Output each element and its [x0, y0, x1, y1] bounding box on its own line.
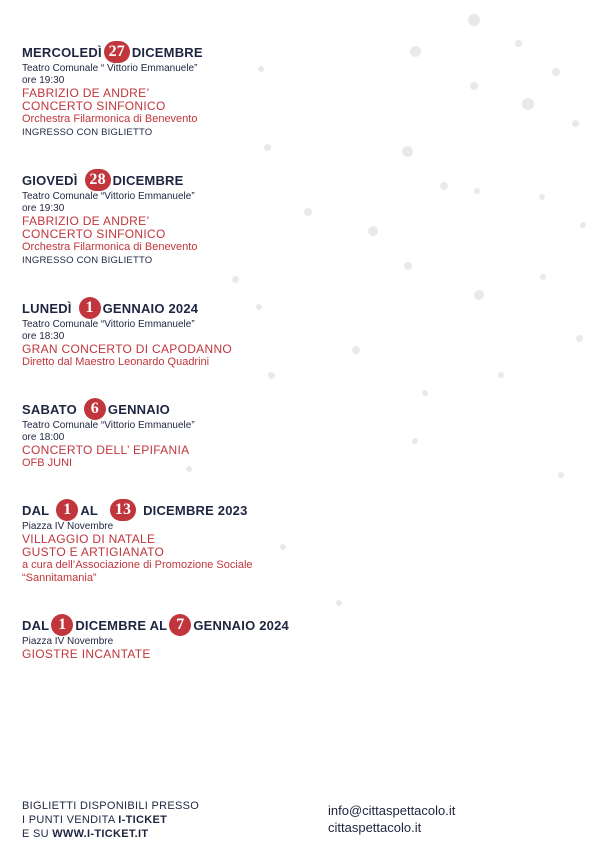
- event-title: FABRIZIO DE ANDRE’: [22, 214, 150, 228]
- date-connector: DICEMBRE AL: [75, 617, 168, 633]
- iticket-website-link[interactable]: WWW.I-TICKET.IT: [52, 828, 149, 840]
- event-venue: Piazza IV Novembre: [22, 521, 114, 532]
- date-day-badge: 1: [79, 297, 101, 319]
- event-venue: Teatro Comunale “Vittorio Emmanuele”: [22, 191, 195, 202]
- event-subtitle: OFB JUNI: [22, 457, 73, 469]
- date-day-badge: 27: [104, 41, 130, 63]
- date-month: DICEMBRE 2023: [143, 502, 248, 518]
- event-date: [22, 297, 582, 319]
- event-title: GIOSTRE INCANTATE: [22, 647, 151, 661]
- date-day-badge: 28: [85, 169, 111, 191]
- event-time: ore 19:30: [22, 75, 65, 86]
- date-weekday: MERCOLEDÌ: [22, 44, 102, 60]
- event-date: [22, 398, 582, 420]
- contact-email-link[interactable]: info@cittaspettacolo.it: [328, 803, 456, 818]
- date-weekday: GIOVEDÌ: [22, 172, 78, 188]
- event-venue: Teatro Comunale “Vittorio Emmanuele”: [22, 319, 195, 330]
- event-title: CONCERTO DELL’ EPIFANIA: [22, 443, 190, 457]
- date-weekday: SABATO: [22, 401, 77, 417]
- event-time: ore 18:00: [22, 432, 65, 443]
- event-5: [22, 499, 582, 585]
- date-day-badge: 1: [56, 499, 78, 521]
- event-venue: Teatro Comunale “ Vittorio Emmanuele”: [22, 63, 198, 74]
- date-weekday: LUNEDÌ: [22, 300, 72, 316]
- event-venue: Teatro Comunale “Vittorio Emmanuele”: [22, 420, 195, 431]
- date-connector: AL: [80, 502, 99, 518]
- date-prefix: DAL: [22, 502, 50, 518]
- contact-website-link[interactable]: cittaspettacolo.it: [328, 820, 422, 835]
- date-prefix: DAL: [22, 617, 50, 633]
- date-day-badge: 1: [51, 614, 73, 636]
- event-venue: Piazza IV Novembre: [22, 636, 114, 647]
- event-3: [22, 297, 582, 369]
- event-title: GUSTO E ARTIGIANATO: [22, 545, 165, 559]
- event-subtitle: a cura dell’Associazione di Promozione Sociale: [22, 559, 253, 571]
- date-month: GENNAIO 2024: [102, 300, 199, 316]
- contact-info: [328, 802, 455, 836]
- ticket-info-line: BIGLIETTI DISPONIBILI PRESSO: [22, 800, 200, 812]
- event-note: INGRESSO CON BIGLIETTO: [22, 255, 153, 266]
- event-1: [22, 41, 582, 139]
- date-month: DICEMBRE: [131, 44, 203, 60]
- event-4: [22, 398, 582, 470]
- event-title: CONCERTO SINFONICO: [22, 227, 166, 241]
- date-day-badge: 7: [169, 614, 191, 636]
- date-month: GENNAIO 2024: [193, 617, 289, 633]
- event-note: INGRESSO CON BIGLIETTO: [22, 127, 153, 138]
- event-date: [22, 614, 582, 636]
- ticket-info-line: E SU WWW.I-TICKET.IT: [22, 828, 149, 840]
- event-subtitle: “Sannitamania”: [22, 572, 97, 584]
- ticket-info: [22, 799, 199, 841]
- ticket-info-line: I PUNTI VENDITA I-TICKET: [22, 814, 168, 826]
- event-time: ore 19:30: [22, 203, 65, 214]
- event-title: CONCERTO SINFONICO: [22, 99, 166, 113]
- event-title: VILLAGGIO DI NATALE: [22, 532, 156, 546]
- event-title: FABRIZIO DE ANDRE’: [22, 86, 150, 100]
- event-6: [22, 614, 582, 661]
- event-date: [22, 41, 582, 63]
- event-subtitle: Diretto dal Maestro Leonardo Quadrini: [22, 356, 210, 368]
- event-date: [22, 499, 582, 521]
- event-title: GRAN CONCERTO DI CAPODANNO: [22, 342, 233, 356]
- event-2: [22, 169, 582, 267]
- event-time: ore 18:30: [22, 331, 65, 342]
- iticket-name: I-TICKET: [118, 814, 168, 826]
- event-subtitle: Orchestra Filarmonica di Benevento: [22, 241, 198, 253]
- date-day-badge: 13: [110, 499, 136, 521]
- date-month: GENNAIO: [107, 401, 170, 417]
- event-date: [22, 169, 582, 191]
- event-subtitle: Orchestra Filarmonica di Benevento: [22, 113, 198, 125]
- date-month: DICEMBRE: [112, 172, 184, 188]
- date-day-badge: 6: [84, 398, 106, 420]
